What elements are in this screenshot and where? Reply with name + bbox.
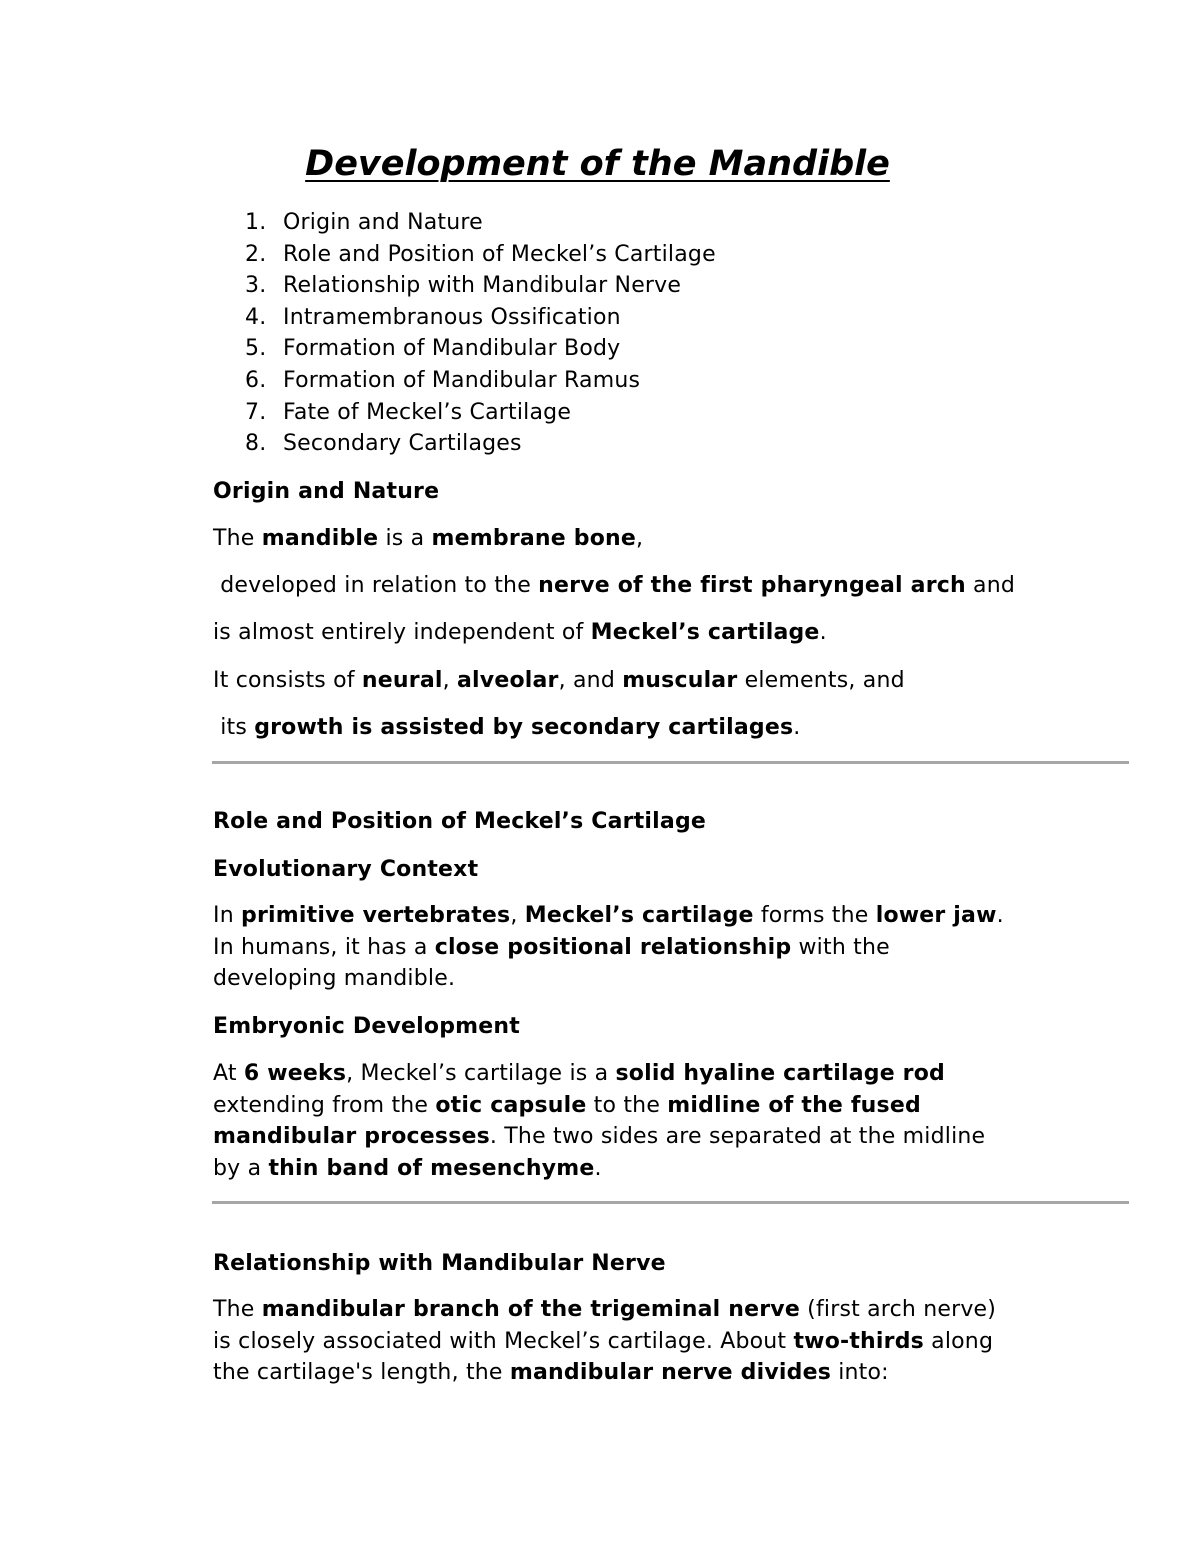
embryonic-development-heading: Embryonic Development bbox=[213, 1014, 520, 1039]
bold-run: mandibular nerve divides bbox=[509, 1360, 831, 1386]
bold-run: muscular bbox=[622, 668, 738, 693]
text-run: In bbox=[213, 903, 242, 928]
text-run: developed in relation to the bbox=[213, 573, 539, 598]
toc-item-number: 8. bbox=[245, 431, 267, 457]
text-run: into: bbox=[831, 1360, 889, 1386]
text-run: , bbox=[510, 903, 525, 928]
toc-item bbox=[245, 428, 716, 460]
bold-run: 6 weeks bbox=[243, 1061, 347, 1086]
bold-run: mandibular branch of the trigeminal nerve bbox=[261, 1297, 800, 1322]
origin-line-5 bbox=[213, 712, 1133, 743]
paragraph-line bbox=[213, 1121, 1133, 1153]
toc-item-number: 3. bbox=[245, 273, 267, 299]
bold-run: otic capsule bbox=[435, 1092, 587, 1118]
evolutionary-context-heading: Evolutionary Context bbox=[213, 857, 479, 882]
origin-heading: Origin and Nature bbox=[213, 479, 440, 504]
text-run: . bbox=[996, 903, 1004, 928]
document-title: Development of the Mandible bbox=[305, 144, 890, 184]
text-run: It consists of bbox=[213, 668, 362, 693]
toc-item-label: Formation of Mandibular Ramus bbox=[283, 367, 641, 393]
toc-item-label: Origin and Nature bbox=[283, 210, 483, 235]
bold-run: midline of the fused bbox=[667, 1092, 921, 1118]
text-run: (first arch nerve) bbox=[799, 1297, 997, 1322]
bold-run: Meckel’s cartilage bbox=[524, 903, 754, 928]
toc-item bbox=[245, 397, 716, 429]
text-run: by a bbox=[213, 1155, 269, 1181]
text-run: developing mandible. bbox=[213, 966, 456, 992]
text-run: forms the bbox=[753, 903, 876, 928]
bold-run: lower jaw bbox=[875, 903, 997, 928]
toc-item-number: 5. bbox=[245, 336, 267, 362]
paragraph-line bbox=[213, 1058, 1133, 1090]
text-run: . bbox=[793, 715, 801, 740]
text-run: is almost entirely independent of bbox=[213, 620, 591, 645]
text-run: elements, and bbox=[737, 668, 905, 693]
paragraph-line bbox=[213, 1294, 1133, 1326]
toc-item-label: Role and Position of Meckel’s Cartilage bbox=[283, 241, 716, 267]
bold-run: nerve of the first pharyngeal arch bbox=[538, 573, 966, 598]
paragraph-line bbox=[213, 963, 1133, 995]
text-run: , bbox=[442, 668, 457, 693]
meckel-heading: Role and Position of Meckel’s Cartilage bbox=[213, 809, 707, 834]
text-run: along bbox=[923, 1328, 994, 1354]
toc-item-number: 7. bbox=[245, 399, 267, 425]
text-run: , and bbox=[558, 668, 623, 693]
toc-item bbox=[245, 365, 716, 397]
table-of-contents bbox=[245, 207, 716, 460]
toc-item bbox=[245, 207, 716, 239]
bold-run: mandibular processes bbox=[213, 1124, 490, 1150]
bold-run: mandible bbox=[261, 526, 379, 551]
text-run: and bbox=[965, 573, 1016, 598]
toc-item-number: 6. bbox=[245, 367, 267, 393]
bold-run: Meckel’s cartilage bbox=[590, 620, 820, 645]
text-run: . bbox=[819, 620, 827, 645]
bold-run: growth is assisted by secondary cartilages bbox=[254, 715, 794, 740]
toc-item-number: 2. bbox=[245, 241, 267, 267]
bold-run: neural bbox=[361, 668, 443, 693]
bold-run: two-thirds bbox=[793, 1328, 924, 1354]
horizontal-rule bbox=[212, 1201, 1129, 1204]
toc-item-label: Relationship with Mandibular Nerve bbox=[283, 273, 682, 299]
text-run: The bbox=[213, 1297, 262, 1322]
bold-run: primitive vertebrates bbox=[241, 903, 511, 928]
text-run: its bbox=[213, 715, 255, 740]
horizontal-rule bbox=[212, 761, 1129, 764]
toc-item-number: 1. bbox=[245, 210, 267, 235]
paragraph-line bbox=[213, 1090, 1133, 1122]
text-run: to the bbox=[586, 1092, 668, 1118]
text-run: with the bbox=[791, 934, 890, 960]
bold-run: thin band of mesenchyme bbox=[268, 1155, 595, 1181]
toc-item-label: Intramembranous Ossification bbox=[283, 304, 621, 330]
origin-line-2 bbox=[213, 570, 1133, 601]
bold-run: solid hyaline cartilage rod bbox=[615, 1061, 945, 1086]
evolutionary-context-paragraph bbox=[213, 900, 1133, 995]
origin-line-3 bbox=[213, 617, 1133, 648]
toc-item bbox=[245, 239, 716, 271]
text-run: is a bbox=[378, 526, 432, 551]
toc-item-label: Fate of Meckel’s Cartilage bbox=[283, 399, 572, 425]
text-run: The bbox=[213, 526, 262, 551]
toc-item bbox=[245, 302, 716, 334]
text-run: the cartilage's length, the bbox=[213, 1360, 510, 1386]
paragraph-line bbox=[213, 900, 1133, 932]
paragraph-line bbox=[213, 1357, 1133, 1389]
toc-item-label: Secondary Cartilages bbox=[283, 431, 522, 457]
text-run: is closely associated with Meckel’s cartilage. About bbox=[213, 1328, 794, 1354]
text-run: In humans, it has a bbox=[213, 934, 435, 960]
origin-line-4 bbox=[213, 665, 1133, 696]
text-run: , Meckel’s cartilage is a bbox=[346, 1061, 616, 1086]
text-run: extending from the bbox=[213, 1092, 436, 1118]
toc-item-label: Formation of Mandibular Body bbox=[283, 336, 621, 362]
nerve-paragraph bbox=[213, 1294, 1133, 1389]
toc-item-number: 4. bbox=[245, 304, 267, 330]
toc-item bbox=[245, 333, 716, 365]
text-run: At bbox=[213, 1061, 244, 1086]
bold-run: alveolar bbox=[457, 668, 559, 693]
toc-item bbox=[245, 270, 716, 302]
paragraph-line bbox=[213, 1153, 1133, 1185]
bold-run: close positional relationship bbox=[434, 934, 792, 960]
paragraph-line bbox=[213, 932, 1133, 964]
embryonic-development-paragraph bbox=[213, 1058, 1133, 1184]
text-run: . The two sides are separated at the midline bbox=[489, 1124, 986, 1150]
bold-run: membrane bone bbox=[431, 526, 636, 551]
nerve-heading: Relationship with Mandibular Nerve bbox=[213, 1251, 666, 1276]
paragraph-line bbox=[213, 1326, 1133, 1358]
text-run: . bbox=[594, 1155, 602, 1181]
text-run: , bbox=[636, 526, 644, 551]
origin-line-1 bbox=[213, 523, 1133, 554]
